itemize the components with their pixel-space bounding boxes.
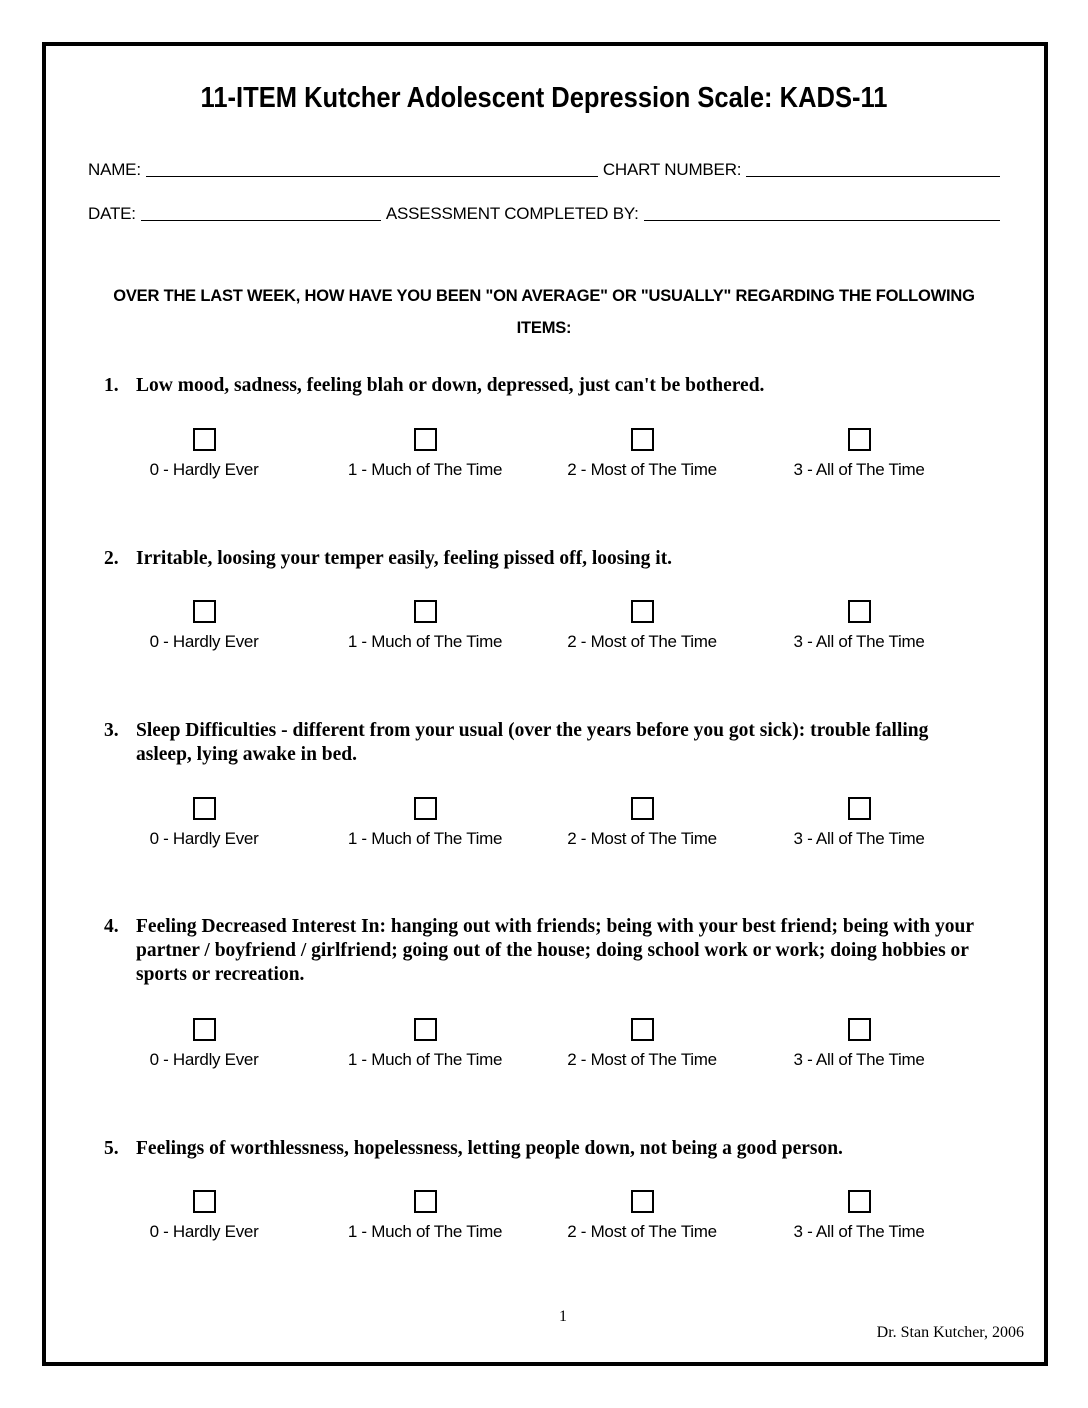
form-title: 11-ITEM Kutcher Adolescent Depression Scale: KADS-11 [200, 82, 888, 114]
option-label: 1 - Much of The Time [347, 460, 503, 479]
option-most-of-the-time [532, 600, 752, 652]
checkbox[interactable] [848, 1190, 871, 1213]
checkbox[interactable] [193, 1190, 216, 1213]
checkbox[interactable] [631, 797, 654, 820]
option-hardly-ever [94, 1190, 314, 1242]
name-chart-row [88, 160, 1000, 180]
checkbox[interactable] [848, 797, 871, 820]
date-label: DATE: [88, 204, 136, 223]
completed-by-label: ASSESSMENT COMPLETED BY: [385, 204, 639, 223]
page-number: 1 [559, 1308, 567, 1325]
option-label: 1 - Much of The Time [347, 829, 503, 848]
author-credit: Dr. Stan Kutcher, 2006 [876, 1324, 1024, 1341]
checkbox[interactable] [414, 1018, 437, 1041]
question-number: 3. [104, 720, 119, 741]
date-completed-row [88, 204, 1000, 224]
option-label: 1 - Much of The Time [347, 1222, 503, 1241]
instructions [100, 280, 988, 344]
question-text: Low mood, sadness, feeling blah or down, depressed, just can't be bothered. [136, 375, 765, 396]
chart-number-label: CHART NUMBER: [602, 160, 742, 179]
option-hardly-ever [94, 428, 314, 480]
option-all-of-the-time [749, 600, 969, 652]
question-text: Feeling Decreased Interest In: hanging out with friends; being with your best friend; being with your partner / boyfriend / girlfriend; going out of the house; doing school work or work; doing hobbies or sports or recreation. [136, 916, 974, 985]
option-all-of-the-time [749, 428, 969, 480]
option-label: 0 - Hardly Ever [149, 1222, 259, 1241]
option-label: 3 - All of The Time [793, 460, 925, 479]
option-label: 3 - All of The Time [793, 1050, 925, 1069]
name-label: NAME: [88, 160, 141, 179]
option-label: 2 - Most of The Time [567, 829, 717, 848]
option-label: 2 - Most of The Time [567, 1222, 717, 1241]
option-all-of-the-time [749, 797, 969, 849]
checkbox[interactable] [848, 1018, 871, 1041]
option-most-of-the-time [532, 428, 752, 480]
option-label: 1 - Much of The Time [347, 632, 503, 651]
option-hardly-ever [94, 797, 314, 849]
question-5 [104, 1137, 974, 1161]
checkbox[interactable] [414, 600, 437, 623]
checkbox[interactable] [193, 600, 216, 623]
options-question-3 [0, 797, 1088, 857]
question-text: Sleep Difficulties - different from your usual (over the years before you got sick): trouble falling asleep, lying awake in bed. [136, 720, 929, 765]
question-number: 1. [104, 375, 119, 396]
page-border [42, 42, 1048, 1366]
checkbox[interactable] [631, 428, 654, 451]
checkbox[interactable] [414, 797, 437, 820]
checkbox[interactable] [414, 1190, 437, 1213]
options-question-5 [0, 1190, 1088, 1250]
question-text: Feelings of worthlessness, hopelessness, letting people down, not being a good person. [136, 1138, 843, 1159]
checkbox[interactable] [631, 1190, 654, 1213]
checkbox[interactable] [848, 428, 871, 451]
instructions-line-1: OVER THE LAST WEEK, HOW HAVE YOU BEEN "ON AVERAGE" OR "USUALLY" REGARDING THE FOLLOWING [113, 287, 975, 305]
option-most-of-the-time [532, 1018, 752, 1070]
checkbox[interactable] [193, 1018, 216, 1041]
checkbox[interactable] [414, 428, 437, 451]
option-hardly-ever [94, 600, 314, 652]
option-most-of-the-time [532, 797, 752, 849]
option-label: 3 - All of The Time [793, 829, 925, 848]
option-most-of-the-time [532, 1190, 752, 1242]
option-label: 3 - All of The Time [793, 1222, 925, 1241]
option-label: 2 - Most of The Time [567, 460, 717, 479]
checkbox[interactable] [631, 1018, 654, 1041]
instructions-line-2: ITEMS: [516, 319, 572, 337]
question-3 [104, 719, 974, 767]
question-2 [104, 547, 974, 571]
completed-by-field[interactable] [644, 219, 1000, 221]
checkbox[interactable] [193, 797, 216, 820]
option-much-of-the-time [315, 428, 535, 480]
option-label: 1 - Much of The Time [347, 1050, 503, 1069]
option-label: 0 - Hardly Ever [149, 1050, 259, 1069]
checkbox[interactable] [193, 428, 216, 451]
option-label: 0 - Hardly Ever [149, 632, 259, 651]
checkbox[interactable] [631, 600, 654, 623]
name-field[interactable] [146, 175, 598, 177]
question-number: 5. [104, 1138, 119, 1159]
option-label: 2 - Most of The Time [567, 1050, 717, 1069]
option-label: 0 - Hardly Ever [149, 460, 259, 479]
question-number: 2. [104, 548, 119, 569]
option-label: 3 - All of The Time [793, 632, 925, 651]
question-4 [104, 915, 974, 987]
option-all-of-the-time [749, 1018, 969, 1070]
option-much-of-the-time [315, 1190, 535, 1242]
options-question-4 [0, 1018, 1088, 1078]
option-much-of-the-time [315, 1018, 535, 1070]
question-text: Irritable, loosing your temper easily, feeling pissed off, loosing it. [136, 548, 673, 569]
question-number: 4. [104, 916, 119, 937]
option-all-of-the-time [749, 1190, 969, 1242]
question-1 [104, 374, 974, 398]
option-much-of-the-time [315, 600, 535, 652]
option-much-of-the-time [315, 797, 535, 849]
chart-number-field[interactable] [746, 175, 1000, 177]
checkbox[interactable] [848, 600, 871, 623]
option-hardly-ever [94, 1018, 314, 1070]
option-label: 0 - Hardly Ever [149, 829, 259, 848]
options-question-1 [0, 428, 1088, 488]
option-label: 2 - Most of The Time [567, 632, 717, 651]
options-question-2 [0, 600, 1088, 660]
date-field[interactable] [141, 219, 381, 221]
